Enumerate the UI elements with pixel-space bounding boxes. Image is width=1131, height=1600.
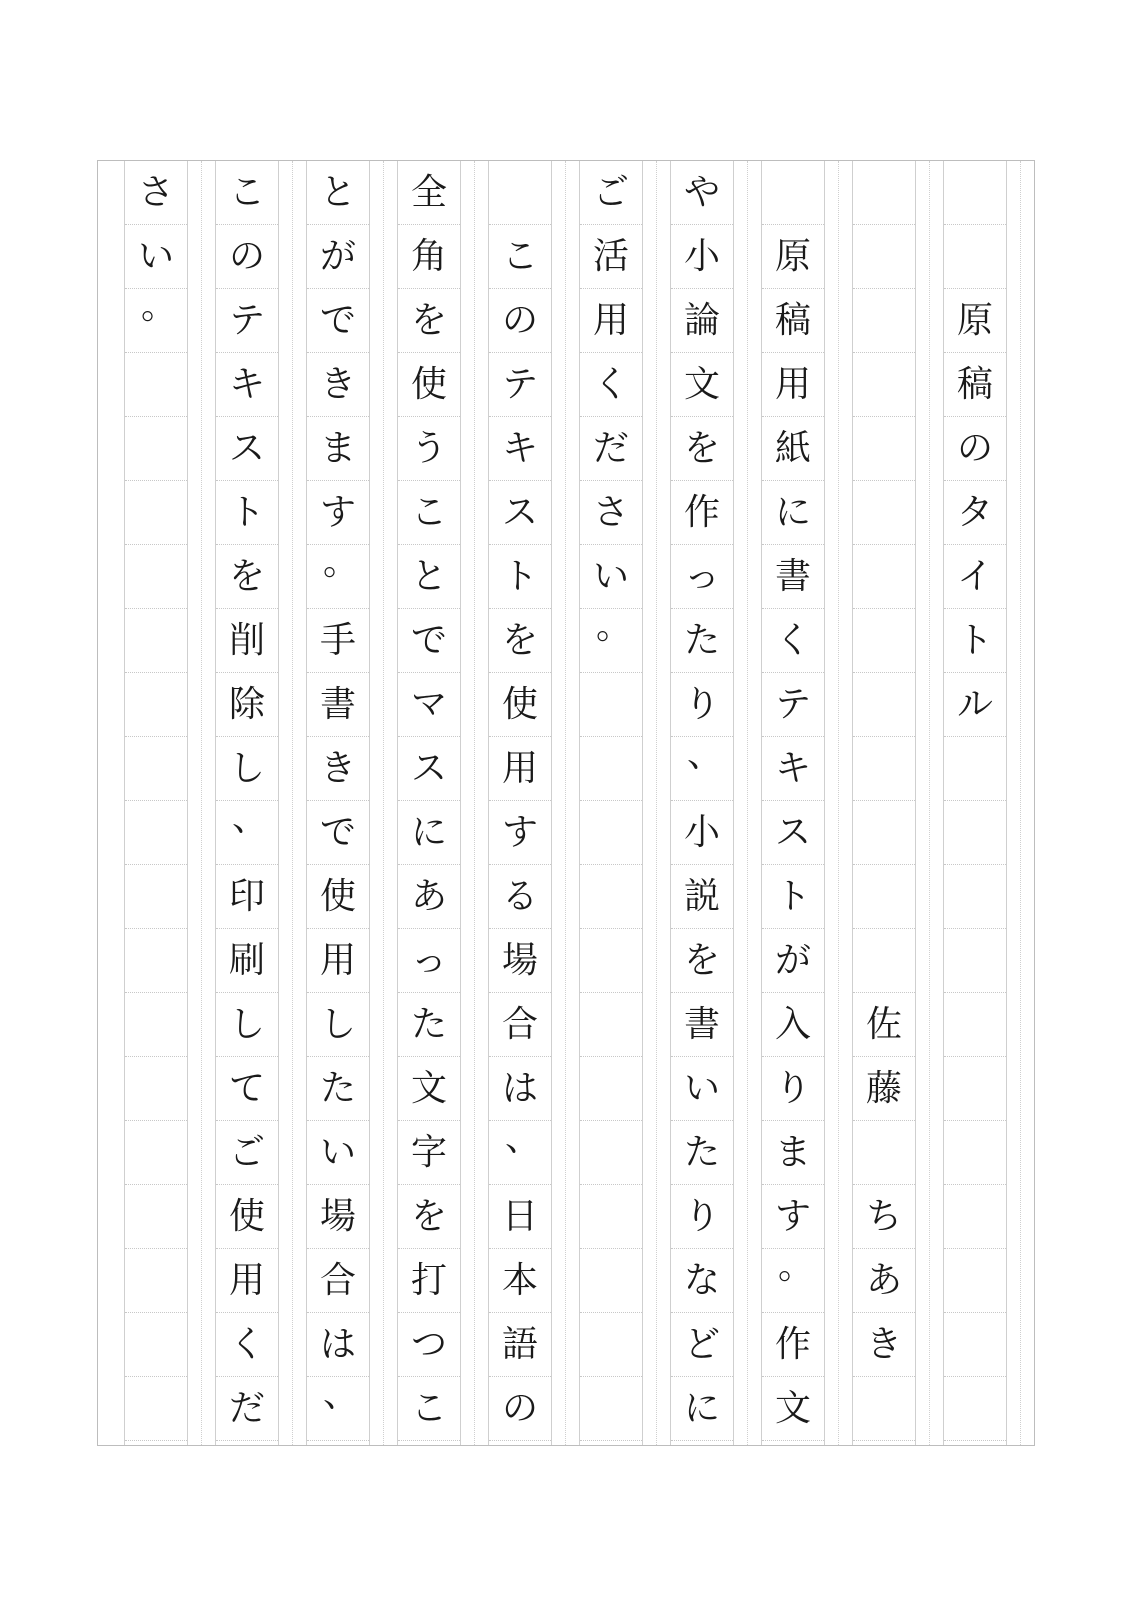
manuscript-cell: に <box>398 801 460 865</box>
manuscript-cell: い <box>671 1057 733 1121</box>
manuscript-cell: キ <box>216 353 278 417</box>
manuscript-cell <box>853 609 915 673</box>
manuscript-cell <box>944 1185 1006 1249</box>
manuscript-cell <box>125 1057 187 1121</box>
manuscript-cell <box>580 1057 642 1121</box>
manuscript-cell: 使 <box>216 1185 278 1249</box>
manuscript-cell: り <box>671 673 733 737</box>
manuscript-cell: と <box>307 161 369 225</box>
manuscript-cell: い <box>580 545 642 609</box>
manuscript-cell: 使 <box>398 353 460 417</box>
manuscript-cell: 稿 <box>762 289 824 353</box>
manuscript-cell: 作 <box>762 1313 824 1377</box>
manuscript-cell <box>853 481 915 545</box>
column-gutter <box>656 161 657 1445</box>
manuscript-cell: が <box>762 929 824 993</box>
manuscript-cell: 印 <box>216 865 278 929</box>
manuscript-cell <box>125 993 187 1057</box>
manuscript-cell: 用 <box>762 353 824 417</box>
manuscript-cell <box>125 481 187 545</box>
manuscript-cell: く <box>580 353 642 417</box>
column-gutter <box>474 161 475 1445</box>
manuscript-cell <box>944 865 1006 929</box>
manuscript-cell: た <box>307 1057 369 1121</box>
manuscript-cell: 論 <box>671 289 733 353</box>
manuscript-cell: テ <box>216 289 278 353</box>
manuscript-cell <box>125 545 187 609</box>
manuscript-cell: 小 <box>671 801 733 865</box>
manuscript-cell: ト <box>762 865 824 929</box>
manuscript-cell: く <box>762 609 824 673</box>
manuscript-column-body-7 <box>215 161 279 1445</box>
manuscript-cell <box>853 289 915 353</box>
manuscript-cell <box>580 993 642 1057</box>
manuscript-cell <box>580 1249 642 1313</box>
manuscript-cell: や <box>671 161 733 225</box>
manuscript-cell: し <box>216 993 278 1057</box>
manuscript-cell: ト <box>944 609 1006 673</box>
manuscript-cell <box>580 737 642 801</box>
manuscript-cell <box>125 353 187 417</box>
manuscript-cell <box>762 161 824 225</box>
manuscript-cell: 全 <box>398 161 460 225</box>
manuscript-cell: ス <box>216 417 278 481</box>
manuscript-cell <box>944 929 1006 993</box>
manuscript-cell <box>853 673 915 737</box>
manuscript-cell: き <box>853 1313 915 1377</box>
manuscript-cell <box>853 1377 915 1441</box>
manuscript-column-title <box>943 161 1007 1445</box>
manuscript-cell: で <box>307 289 369 353</box>
manuscript-cell: 。 <box>580 609 642 673</box>
column-gutter <box>1020 161 1021 1445</box>
manuscript-cell: 藤 <box>853 1057 915 1121</box>
manuscript-cell: た <box>671 1121 733 1185</box>
manuscript-cell <box>853 801 915 865</box>
manuscript-cell: こ <box>398 481 460 545</box>
manuscript-cell <box>853 545 915 609</box>
manuscript-cell: っ <box>671 545 733 609</box>
manuscript-cell: 手 <box>307 609 369 673</box>
manuscript-cell: ス <box>762 801 824 865</box>
manuscript-cell: ト <box>216 481 278 545</box>
manuscript-cell: ご <box>580 161 642 225</box>
manuscript-cell: 文 <box>762 1377 824 1441</box>
manuscript-cell: の <box>216 225 278 289</box>
manuscript-column-body-5 <box>397 161 461 1445</box>
manuscript-cell: 作 <box>671 481 733 545</box>
manuscript-cell <box>580 865 642 929</box>
manuscript-column-body-2 <box>670 161 734 1445</box>
column-gutter <box>565 161 566 1445</box>
manuscript-cell: し <box>307 993 369 1057</box>
manuscript-cell: た <box>671 609 733 673</box>
manuscript-cell <box>125 417 187 481</box>
manuscript-cell: い <box>307 1121 369 1185</box>
manuscript-cell: 用 <box>580 289 642 353</box>
manuscript-cell <box>944 1377 1006 1441</box>
manuscript-cell: 書 <box>307 673 369 737</box>
manuscript-cell <box>580 929 642 993</box>
manuscript-cell: の <box>489 1377 551 1441</box>
manuscript-cell: ス <box>398 737 460 801</box>
manuscript-cell <box>944 801 1006 865</box>
manuscript-cell: 場 <box>489 929 551 993</box>
manuscript-cell: 用 <box>216 1249 278 1313</box>
manuscript-cell: 書 <box>762 545 824 609</box>
manuscript-cell: の <box>944 417 1006 481</box>
manuscript-cell: 説 <box>671 865 733 929</box>
manuscript-cell <box>944 161 1006 225</box>
manuscript-cell <box>944 1313 1006 1377</box>
manuscript-cell: く <box>216 1313 278 1377</box>
manuscript-cell: う <box>398 417 460 481</box>
manuscript-cell: き <box>307 737 369 801</box>
manuscript-cell: ま <box>762 1121 824 1185</box>
column-gutter <box>201 161 202 1445</box>
manuscript-cell: 語 <box>489 1313 551 1377</box>
manuscript-cell <box>580 1313 642 1377</box>
column-gutter <box>838 161 839 1445</box>
manuscript-cell: 原 <box>944 289 1006 353</box>
manuscript-cell <box>580 1121 642 1185</box>
manuscript-cell <box>853 353 915 417</box>
manuscript-cell <box>489 161 551 225</box>
manuscript-cell: イ <box>944 545 1006 609</box>
manuscript-cell: 使 <box>307 865 369 929</box>
manuscript-column-body-8 <box>124 161 188 1445</box>
manuscript-cell: 、 <box>489 1121 551 1185</box>
manuscript-cell <box>125 1313 187 1377</box>
manuscript-cell: 打 <box>398 1249 460 1313</box>
manuscript-cell: っ <box>398 929 460 993</box>
manuscript-column-body-6 <box>306 161 370 1445</box>
manuscript-cell <box>853 225 915 289</box>
manuscript-cell: ま <box>307 417 369 481</box>
manuscript-cell <box>944 993 1006 1057</box>
manuscript-cell: 佐 <box>853 993 915 1057</box>
manuscript-cell: 活 <box>580 225 642 289</box>
manuscript-cell: を <box>216 545 278 609</box>
manuscript-cell: 稿 <box>944 353 1006 417</box>
manuscript-cell: り <box>671 1185 733 1249</box>
manuscript-cell: 用 <box>307 929 369 993</box>
manuscript-cell: 合 <box>307 1249 369 1313</box>
manuscript-cell: 、 <box>671 737 733 801</box>
manuscript-cell <box>125 1121 187 1185</box>
manuscript-cell: 用 <box>489 737 551 801</box>
manuscript-cell: て <box>216 1057 278 1121</box>
manuscript-cell: 、 <box>307 1377 369 1441</box>
manuscript-cell: で <box>398 609 460 673</box>
manuscript-cell: た <box>398 993 460 1057</box>
manuscript-cell: あ <box>398 865 460 929</box>
manuscript-cell: 使 <box>489 673 551 737</box>
manuscript-cell: す <box>489 801 551 865</box>
manuscript-cell <box>944 1121 1006 1185</box>
manuscript-cell: ち <box>853 1185 915 1249</box>
manuscript-cell: と <box>398 545 460 609</box>
manuscript-cell: つ <box>398 1313 460 1377</box>
manuscript-cell: 。 <box>762 1249 824 1313</box>
manuscript-cell: 小 <box>671 225 733 289</box>
manuscript-cell: キ <box>762 737 824 801</box>
manuscript-cell <box>125 609 187 673</box>
manuscript-cell <box>944 1249 1006 1313</box>
manuscript-cell <box>580 673 642 737</box>
manuscript-cell: が <box>307 225 369 289</box>
manuscript-cell: を <box>398 289 460 353</box>
manuscript-cell: し <box>216 737 278 801</box>
manuscript-cell: マ <box>398 673 460 737</box>
manuscript-cell: を <box>671 929 733 993</box>
manuscript-cell: キ <box>489 417 551 481</box>
manuscript-cell: の <box>489 289 551 353</box>
manuscript-cell: 文 <box>398 1057 460 1121</box>
manuscript-cell: テ <box>762 673 824 737</box>
manuscript-cell: あ <box>853 1249 915 1313</box>
manuscript-cell: る <box>489 865 551 929</box>
manuscript-cell: で <box>307 801 369 865</box>
manuscript-cell: 日 <box>489 1185 551 1249</box>
manuscript-cell: 合 <box>489 993 551 1057</box>
manuscript-cell: な <box>671 1249 733 1313</box>
manuscript-cell <box>125 1185 187 1249</box>
manuscript-cell: ス <box>489 481 551 545</box>
column-gutter <box>747 161 748 1445</box>
manuscript-cell: す <box>307 481 369 545</box>
manuscript-cell: り <box>762 1057 824 1121</box>
manuscript-cell: き <box>307 353 369 417</box>
manuscript-cell <box>853 865 915 929</box>
manuscript-cell <box>944 225 1006 289</box>
manuscript-cell: ど <box>671 1313 733 1377</box>
manuscript-cell <box>125 737 187 801</box>
manuscript-cell <box>125 865 187 929</box>
manuscript-cell: だ <box>216 1377 278 1441</box>
manuscript-cell: テ <box>489 353 551 417</box>
manuscript-cell: 文 <box>671 353 733 417</box>
manuscript-cell: に <box>762 481 824 545</box>
manuscript-cell: 削 <box>216 609 278 673</box>
manuscript-cell <box>853 737 915 801</box>
manuscript-cell: 除 <box>216 673 278 737</box>
manuscript-cell <box>580 1377 642 1441</box>
manuscript-cell <box>853 929 915 993</box>
manuscript-cell <box>853 161 915 225</box>
manuscript-cell <box>125 1377 187 1441</box>
manuscript-cell: い <box>125 225 187 289</box>
manuscript-cell <box>944 1057 1006 1121</box>
manuscript-cell: を <box>489 609 551 673</box>
manuscript-cell: 刷 <box>216 929 278 993</box>
column-gutter <box>383 161 384 1445</box>
manuscript-cell: さ <box>580 481 642 545</box>
manuscript-cell: す <box>762 1185 824 1249</box>
manuscript-cell: 入 <box>762 993 824 1057</box>
manuscript-cell: 本 <box>489 1249 551 1313</box>
manuscript-cell: 書 <box>671 993 733 1057</box>
manuscript-cell <box>125 1249 187 1313</box>
manuscript-cell: タ <box>944 481 1006 545</box>
column-gutter <box>929 161 930 1445</box>
manuscript-cell: 紙 <box>762 417 824 481</box>
manuscript-cell: ル <box>944 673 1006 737</box>
manuscript-cell: 字 <box>398 1121 460 1185</box>
manuscript-cell: こ <box>398 1377 460 1441</box>
manuscript-cell <box>580 801 642 865</box>
manuscript-cell: さ <box>125 161 187 225</box>
manuscript-cell <box>125 801 187 865</box>
manuscript-column-body-4 <box>488 161 552 1445</box>
manuscript-cell: 角 <box>398 225 460 289</box>
manuscript-cell: こ <box>216 161 278 225</box>
manuscript-column-author <box>852 161 916 1445</box>
manuscript-sheet <box>97 160 1035 1446</box>
manuscript-cell: こ <box>489 225 551 289</box>
manuscript-cell: に <box>671 1377 733 1441</box>
manuscript-column-body-3 <box>579 161 643 1445</box>
manuscript-cell <box>853 1121 915 1185</box>
manuscript-cell: 。 <box>125 289 187 353</box>
manuscript-cell: 、 <box>216 801 278 865</box>
manuscript-column-body-1 <box>761 161 825 1445</box>
manuscript-cell: ご <box>216 1121 278 1185</box>
manuscript-cell <box>853 417 915 481</box>
manuscript-cell: を <box>671 417 733 481</box>
manuscript-cell <box>944 737 1006 801</box>
manuscript-cell: ト <box>489 545 551 609</box>
manuscript-cell <box>125 929 187 993</box>
manuscript-cell: 場 <box>307 1185 369 1249</box>
manuscript-cell: 原 <box>762 225 824 289</box>
manuscript-cell: だ <box>580 417 642 481</box>
manuscript-cell: 。 <box>307 545 369 609</box>
column-gutter <box>292 161 293 1445</box>
manuscript-cell: は <box>307 1313 369 1377</box>
manuscript-cell: は <box>489 1057 551 1121</box>
manuscript-cell: を <box>398 1185 460 1249</box>
manuscript-cell <box>125 673 187 737</box>
manuscript-cell <box>580 1185 642 1249</box>
